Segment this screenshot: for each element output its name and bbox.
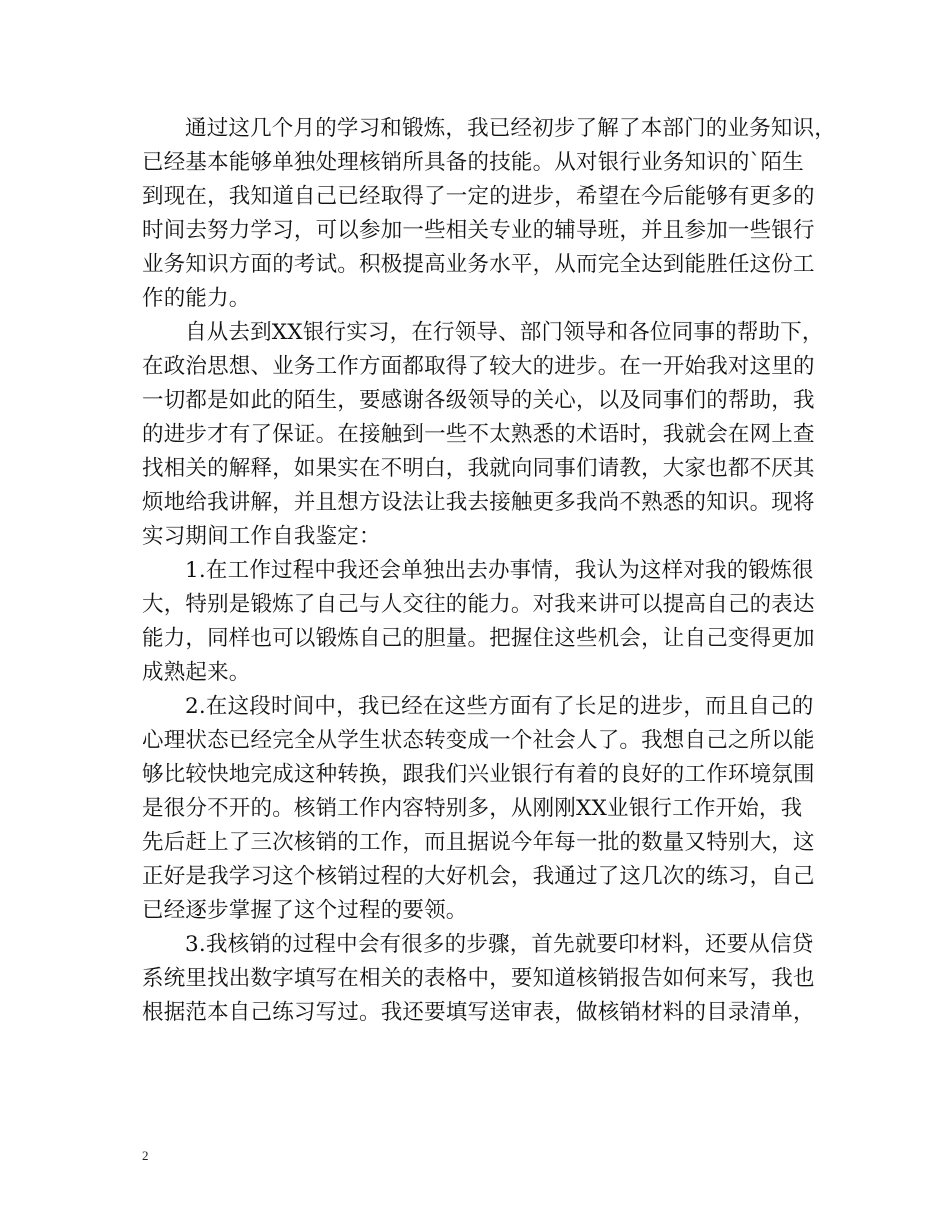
text-line: 一切都是如此的陌生，要感谢各级领导的关心，以及同事们的帮助，我	[142, 388, 815, 413]
text-line: 系统里找出数字填写在相关的表格中，要知道核销报告如何来写，我也	[142, 966, 815, 991]
text-line: 实习期间工作自我鉴定：	[142, 524, 381, 549]
text-line: 在政治思想、业务工作方面都取得了较大的进步。在一开始我对这里的	[142, 354, 815, 379]
text-line: 已经逐步掌握了这个过程的要领。	[142, 898, 468, 923]
page-number: 2	[142, 1148, 149, 1163]
text-line: 根据范本自己练习写过。我还要填写送审表，做核销材料的目录清单，	[142, 1000, 815, 1025]
text-line: 大，特别是锻炼了自己与人交往的能力。对我来讲可以提高自己的表达	[142, 592, 815, 617]
text-line: 够比较快地完成这种转换，跟我们兴业银行有着的良好的工作环境氛围	[142, 762, 815, 787]
text-line: 业务知识方面的考试。积极提高业务水平，从而完全达到能胜任这份工	[142, 252, 815, 277]
text-line: 作的能力。	[142, 286, 251, 311]
text-line: 成熟起来。	[142, 660, 251, 685]
text-line: 的进步才有了保证。在接触到一些不太熟悉的术语时，我就会在网上查	[142, 422, 815, 447]
paragraph-internship-intro	[142, 316, 832, 554]
paragraph-study-progress	[142, 112, 837, 316]
paragraph-item-2	[142, 690, 832, 928]
text-line: 时间去努力学习，可以参加一些相关专业的辅导班，并且参加一些银行	[142, 218, 815, 243]
text-line: 烦地给我讲解，并且想方设法让我去接触更多我尚不熟悉的知识。现将	[142, 490, 815, 515]
text-line: 自从去到XX银行实习，在行领导、部门领导和各位同事的帮助下，	[185, 320, 824, 345]
document-body	[142, 112, 837, 1030]
text-line: 正好是我学习这个核销过程的大好机会，我通过了这几次的练习，自己	[142, 864, 815, 889]
text-line: 能力，同样也可以锻炼自己的胆量。把握住这些机会，让自己变得更加	[142, 626, 815, 651]
text-line: 通过这几个月的学习和锻炼，我已经初步了解了本部门的业务知识，	[185, 116, 837, 141]
text-line: 先后赶上了三次核销的工作，而且据说今年每一批的数量又特别大，这	[142, 830, 815, 855]
text-line: 3.我核销的过程中会有很多的步骤，首先就要印材料，还要从信贷	[185, 932, 814, 957]
paragraph-item-1	[142, 554, 832, 690]
text-line: 2.在这段时间中，我已经在这些方面有了长足的进步，而且自己的	[185, 694, 814, 719]
text-line: 是很分不开的。核销工作内容特别多，从刚刚XX业银行工作开始，我	[142, 796, 803, 821]
text-line: 心理状态已经完全从学生状态转变成一个社会人了。我想自己之所以能	[142, 728, 815, 753]
text-line: 1.在工作过程中我还会单独出去办事情，我认为这样对我的锻炼很	[185, 558, 814, 583]
text-line: 找相关的解释，如果实在不明白，我就向同事们请教，大家也都不厌其	[142, 456, 815, 481]
text-line: 到现在，我知道自己已经取得了一定的进步，希望在今后能够有更多的	[142, 184, 815, 209]
text-line: 已经基本能够单独处理核销所具备的技能。从对银行业务知识的`陌生	[142, 150, 804, 175]
paragraph-item-3	[142, 928, 832, 1030]
